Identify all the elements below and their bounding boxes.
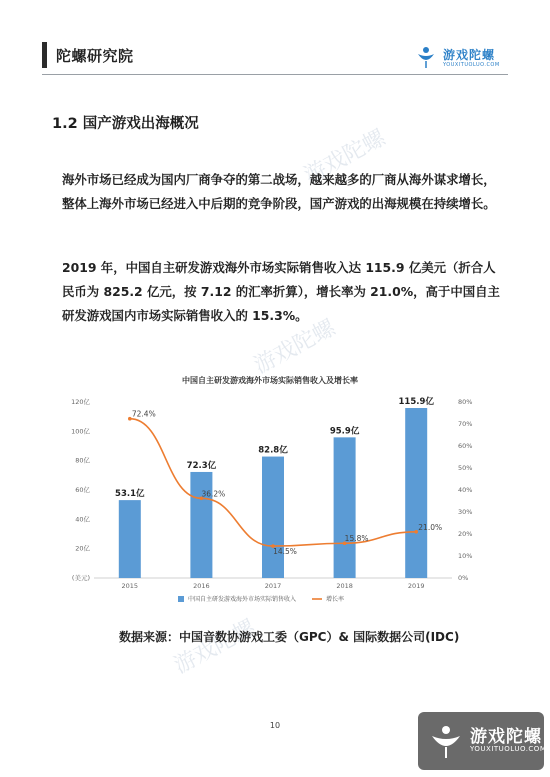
chart-canvas [60, 368, 500, 618]
corner-brand-logo [418, 712, 547, 770]
brand-logo [413, 40, 513, 74]
revenue-bar [190, 472, 212, 578]
revenue-bar [262, 457, 284, 578]
paragraph-overseas-market: 海外市场已经成为国内厂商争夺的第二战场，越来越多的厂商从海外谋求增长，整体上海外市场已经进入中后期的竞争阶段，国产游戏的出海规模在持续增长。 [62, 172, 496, 211]
x-tick-label: 2017 [264, 582, 282, 590]
growth-rate-label: 14.5% [273, 547, 297, 557]
logo-name: 游戏陀螺 [443, 48, 496, 62]
y-right-tick-label: 20% [458, 530, 473, 538]
logo-subtitle: YOUXITUOLUO.COM [443, 62, 500, 68]
watermark: 游戏陀螺 [250, 315, 340, 379]
x-tick-label: 2015 [121, 582, 139, 590]
chart-title: 中国自主研发游戏海外市场实际销售收入及增长率 [182, 376, 358, 385]
y-left-tick-label: 100亿 [71, 427, 90, 436]
revenue-bar [405, 408, 427, 578]
revenue-growth-chart [60, 368, 500, 618]
page-number: 10 [269, 721, 281, 730]
x-tick-label: 2016 [193, 582, 210, 590]
corner-logo-subtitle: YOUXITUOLUO.COM [470, 745, 547, 753]
y-right-tick-label: 80% [458, 398, 473, 406]
revenue-bar [119, 500, 141, 578]
bar-value-label: 95.9亿 [329, 426, 360, 437]
y-left-tick-label: (美元) [71, 574, 90, 582]
bar-value-label: 72.3亿 [186, 460, 217, 471]
paragraph-2019-revenue: 2019 年，中国自主研发游戏海外市场实际销售收入达 115.9 亿美元（折合人民币为 825.2 亿元，按 7.12 的汇率折算），增长率为 21.0%，高于中国自主研发游戏国内市场实际销售收入的 15.3%。 [62, 260, 500, 323]
header-accent-bar [42, 42, 47, 68]
y-left-tick-label: 60亿 [75, 486, 90, 494]
y-left-tick-label: 80亿 [75, 456, 90, 465]
growth-rate-label: 36.2% [201, 489, 226, 499]
spinning-top-icon [413, 44, 439, 70]
growth-rate-label: 72.4% [131, 409, 156, 419]
watermark: 游戏陀螺 [170, 615, 260, 679]
x-tick-label: 2019 [407, 582, 425, 590]
y-left-tick-label: 20亿 [75, 544, 90, 553]
y-right-tick-label: 70% [458, 420, 473, 428]
x-tick-label: 2018 [336, 582, 353, 590]
bar-value-label: 115.9亿 [398, 397, 434, 408]
data-source: 数据来源：中国音数协游戏工委（GPC）& 国际数据公司(IDC) [119, 630, 460, 644]
y-right-tick-label: 0% [458, 574, 469, 582]
y-left-tick-label: 120亿 [71, 398, 90, 406]
y-right-tick-label: 30% [458, 508, 473, 516]
header-divider [42, 74, 508, 75]
header-title: 陀螺研究院 [56, 47, 134, 65]
y-right-tick-label: 60% [458, 442, 473, 450]
y-right-tick-label: 40% [458, 486, 473, 494]
legend-label-growth: 增长率 [326, 596, 345, 603]
section-heading: 1.2 国产游戏出海概况 [52, 116, 199, 132]
watermark: 游戏陀螺 [300, 125, 390, 189]
y-right-tick-label: 50% [458, 464, 473, 472]
corner-logo-name: 游戏陀螺 [470, 727, 542, 747]
growth-rate-label: 21.0% [418, 522, 443, 532]
y-right-tick-label: 10% [458, 552, 473, 560]
legend-swatch-revenue [178, 596, 184, 602]
legend-label-revenue: 中国自主研发游戏海外市场实际销售收入 [188, 596, 297, 603]
spinning-top-icon [428, 722, 464, 760]
bar-value-label: 82.8亿 [258, 445, 288, 456]
y-left-tick-label: 40亿 [75, 515, 90, 524]
bar-value-label: 53.1亿 [115, 489, 145, 500]
growth-rate-label: 15.8% [344, 534, 369, 544]
revenue-bar [334, 437, 356, 578]
